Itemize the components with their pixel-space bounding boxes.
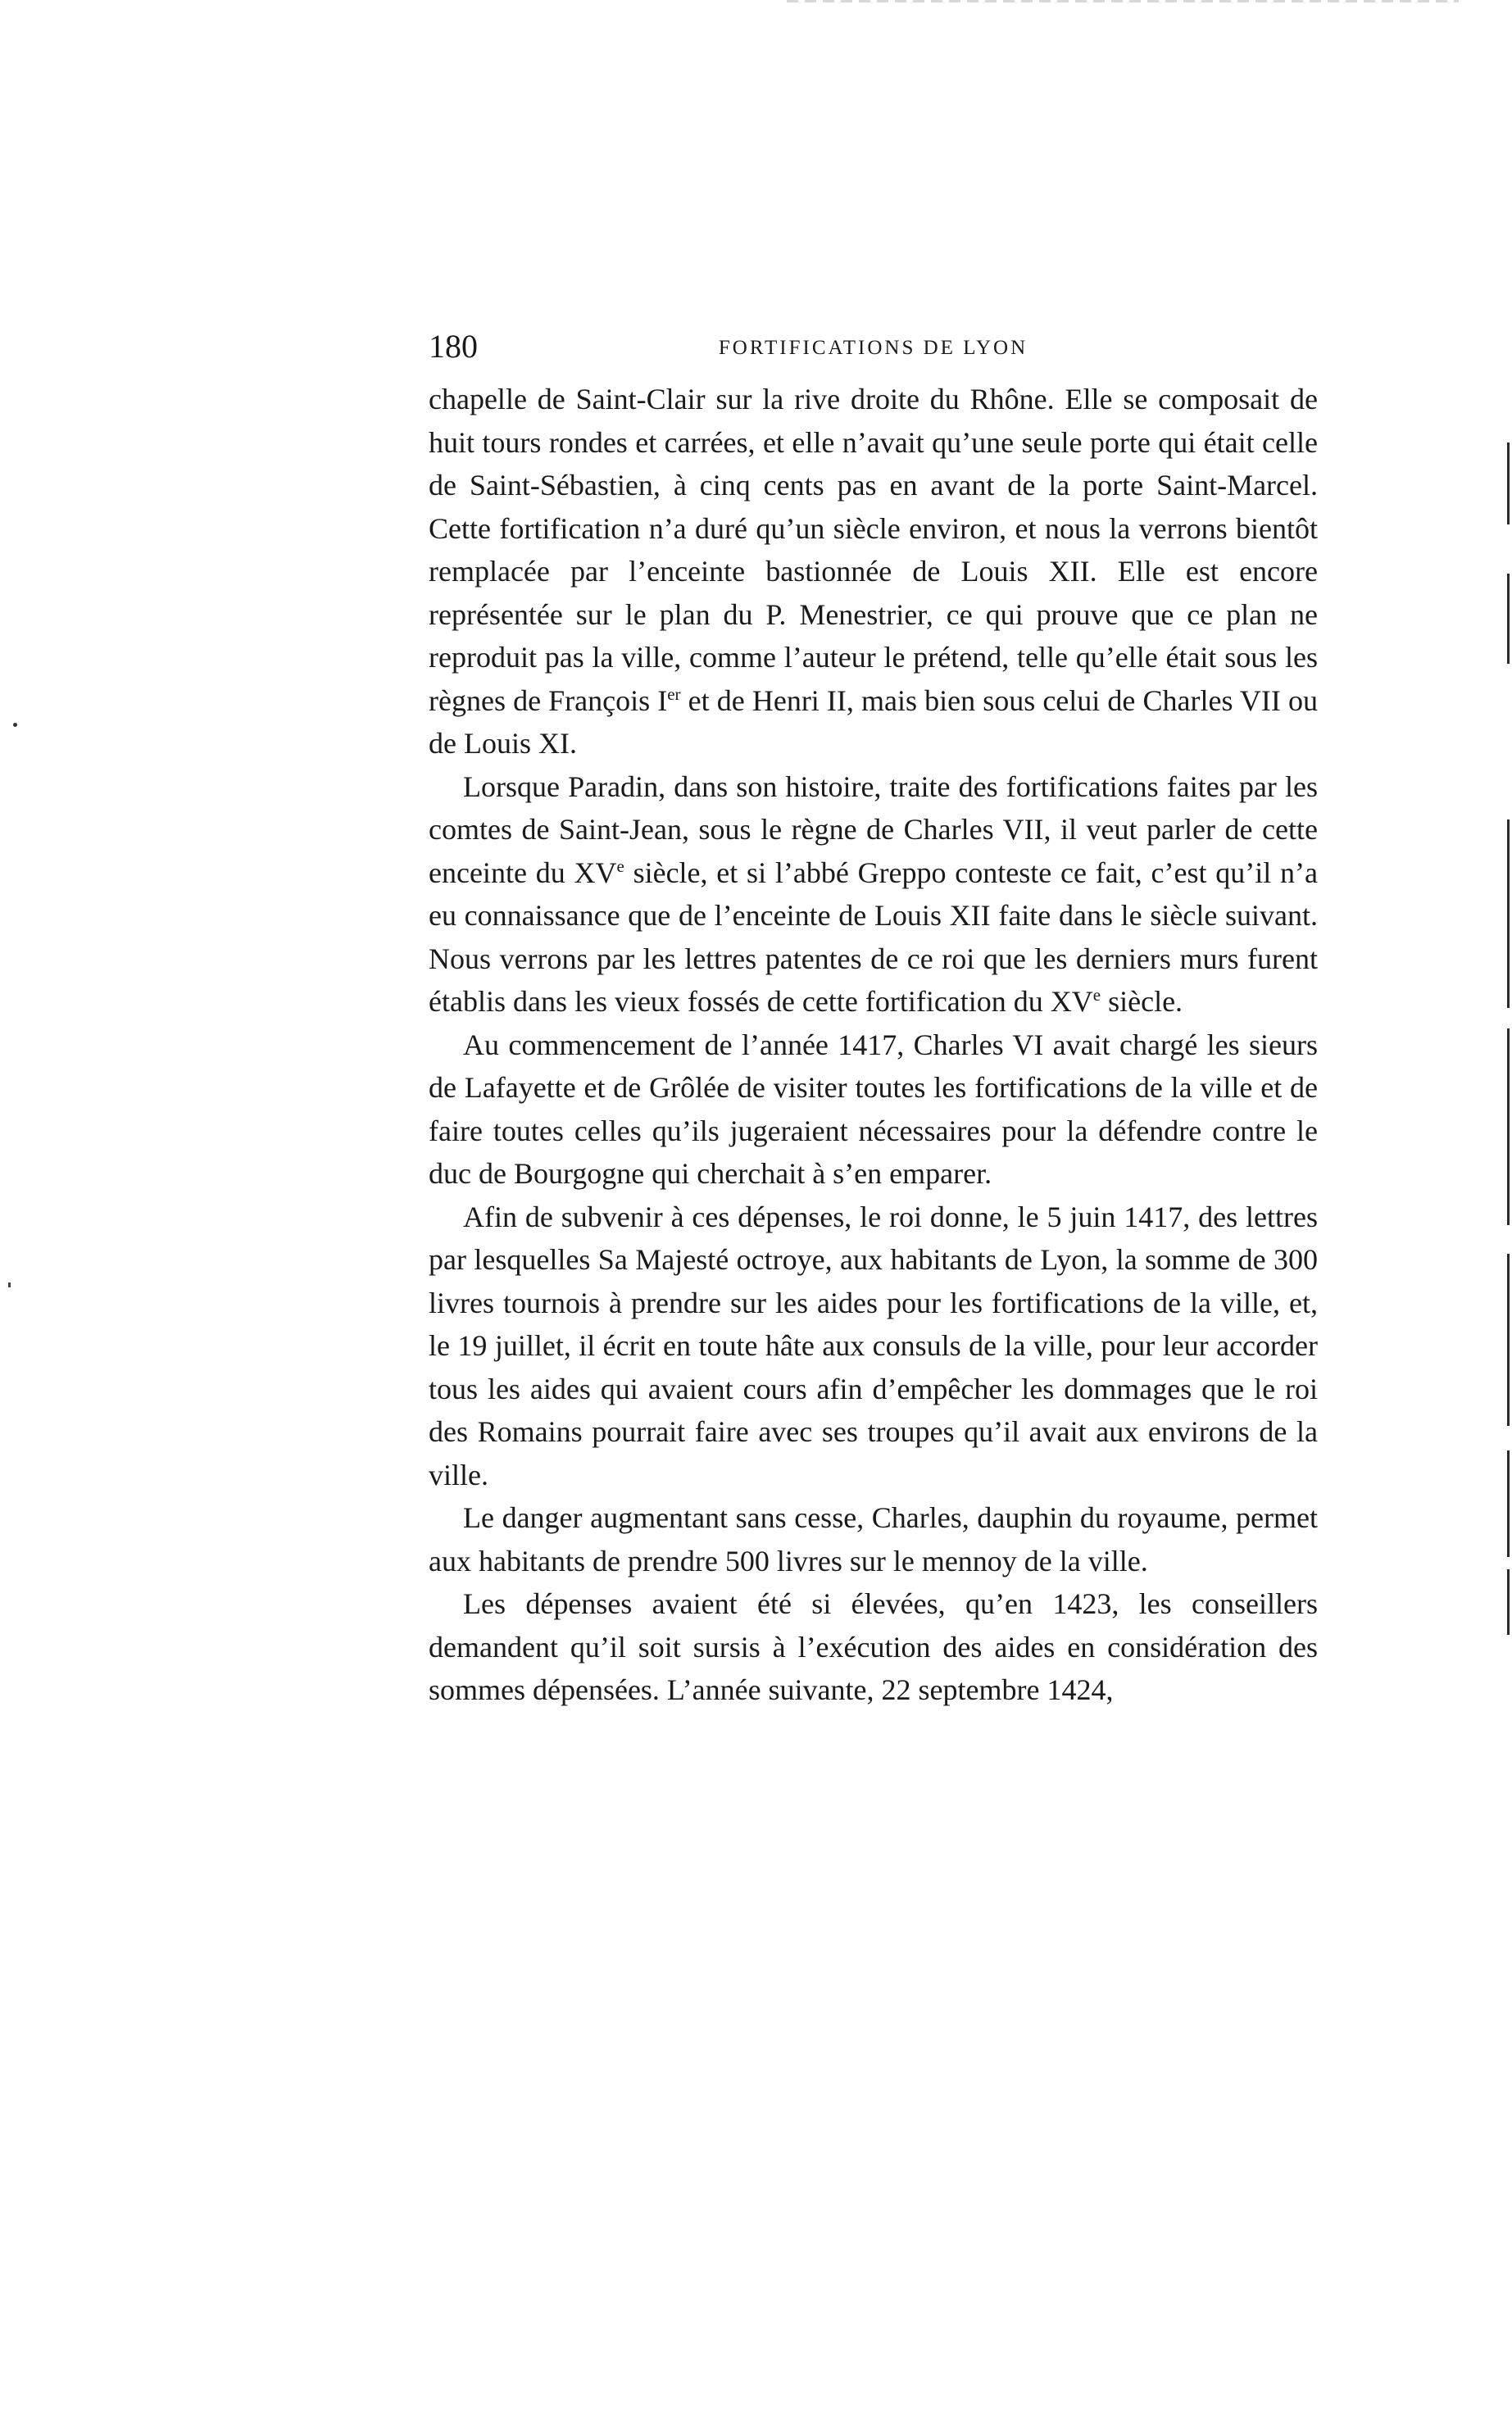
- paragraph: [429, 1496, 1318, 1582]
- margin-speck: [8, 1282, 11, 1287]
- body-text: [429, 378, 1318, 1712]
- paragraph: [429, 1582, 1318, 1712]
- text-run: siècle.: [1101, 985, 1183, 1018]
- scan-edge-mark: [1507, 443, 1510, 524]
- scan-edge-mark: [1507, 1569, 1510, 1635]
- scan-edge-top: [787, 0, 1459, 2]
- scan-edge-mark: [1507, 1450, 1510, 1557]
- running-title: FORTIFICATIONS DE LYON: [718, 337, 1028, 359]
- scan-edge-mark: [1507, 574, 1510, 664]
- paragraph: [429, 378, 1318, 765]
- superscript: e: [1092, 985, 1101, 1005]
- text-run: siècle, et si l’abbé Greppo conteste ce fait, c’est qu’il n’a eu connaissance que de l’enceinte de Louis XII faite dans le siècle suivant. Nous verrons par les lettres patentes de ce roi que les derniers murs furent établis dans les vieux fossés de cette fortification du XV: [429, 856, 1318, 1018]
- superscript: e: [616, 856, 624, 876]
- page-header: [429, 324, 1318, 373]
- scan-edge-mark: [1507, 819, 1510, 1008]
- text-run: chapelle de Saint-Clair sur la rive droite du Rhône. Elle se composait de huit tours rondes et carrées, et elle n’avait qu’une seule porte qui était celle de Saint-Sébastien, à cinq cents pas en avant de la porte Saint-Marcel. Cette fortification n’a duré qu’un siècle environ, et nous la verrons bientôt remplacée par l’enceinte bastionnée de Louis XII. Elle est encore représentée sur le plan du P. Menestrier, ce qui prouve que ce plan ne reproduit pas la ville, comme l’auteur le prétend, telle qu’elle était sous les règnes de François I: [429, 383, 1318, 717]
- text-run: Afin de subvenir à ces dépenses, le roi donne, le 5 juin 1417, des lettres par lesquelles Sa Majesté octroye, aux habitants de Lyon, la somme de 300 livres tournois à prendre sur les aides pour les fortifications de la ville, et, le 19 juillet, il écrit en toute hâte aux consuls de la ville, pour leur accorder tous les aides qui avaient cours afin d’empêcher les dommages que le roi des Romains pourrait faire avec ses troupes qu’il avait aux environs de la ville.: [429, 1200, 1318, 1491]
- paragraph: [429, 1196, 1318, 1497]
- text-run: Le danger augmentant sans cesse, Charles, dauphin du royaume, permet aux habitants de prendre 500 livres sur le mennoy de la ville.: [429, 1501, 1318, 1577]
- text-run: Au commencement de l’année 1417, Charles VI avait chargé les sieurs de Lafayette et de Grôlée de visiter toutes les fortifications de la ville et de faire toutes celles qu’ils jugeraient nécessaires pour la défendre contre le duc de Bourgogne qui cherchait à s’en emparer.: [429, 1028, 1318, 1190]
- text-run: Les dépenses avaient été si élevées, qu’en 1423, les conseillers demandent qu’il soit sursis à l’exécution des aides en considération des sommes dépensées. L’année suivante, 22 septembre 1424,: [429, 1587, 1318, 1706]
- margin-speck: [13, 723, 17, 727]
- paragraph: [429, 765, 1318, 1024]
- superscript: er: [667, 683, 681, 704]
- scan-edge-mark: [1507, 1028, 1510, 1225]
- text-run: et de Henri II, mais bien sous celui de Charles VII ou de Louis XI.: [429, 683, 1318, 760]
- page-number: 180: [429, 328, 478, 365]
- paragraph: [429, 1024, 1318, 1196]
- scan-edge-mark: [1507, 1254, 1510, 1426]
- text-run: Lorsque Paradin, dans son histoire, traite des fortifications faites par les comtes de Saint-Jean, sous le règne de Charles VII, il veut parler de cette enceinte du XV: [429, 769, 1318, 889]
